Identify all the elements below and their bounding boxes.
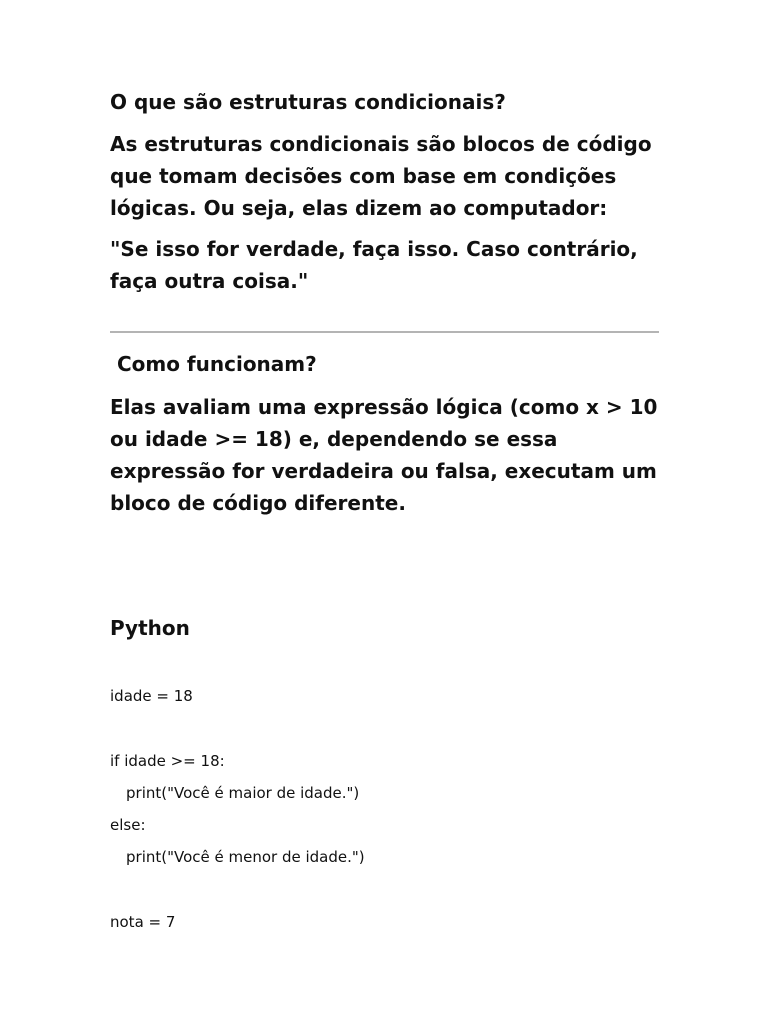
code-language-heading: Python [110,616,190,640]
how-it-works-paragraph: Elas avaliam uma expressão lógica (como x > 10 ou idade >= 18) e, dependendo se essa expressão for verdadeira ou falsa, executam um bloco de código diferente. [110,395,658,515]
code-line: print("Você é menor de idade.") [126,848,365,866]
code-line: else: [110,816,146,834]
section-question-heading: O que são estruturas condicionais? [110,90,506,114]
code-line: nota = 7 [110,913,176,931]
section-divider [110,331,659,333]
code-line: if idade >= 18: [110,752,225,770]
quote-paragraph: "Se isso for verdade, faça isso. Caso contrário, faça outra coisa." [110,237,638,293]
how-it-works-heading: Como funcionam? [110,352,317,376]
code-line: print("Você é maior de idade.") [126,784,360,802]
intro-paragraph: As estruturas condicionais são blocos de código que tomam decisões com base em condições lógicas. Ou seja, elas dizem ao computador: [110,132,652,220]
code-line: idade = 18 [110,687,193,705]
